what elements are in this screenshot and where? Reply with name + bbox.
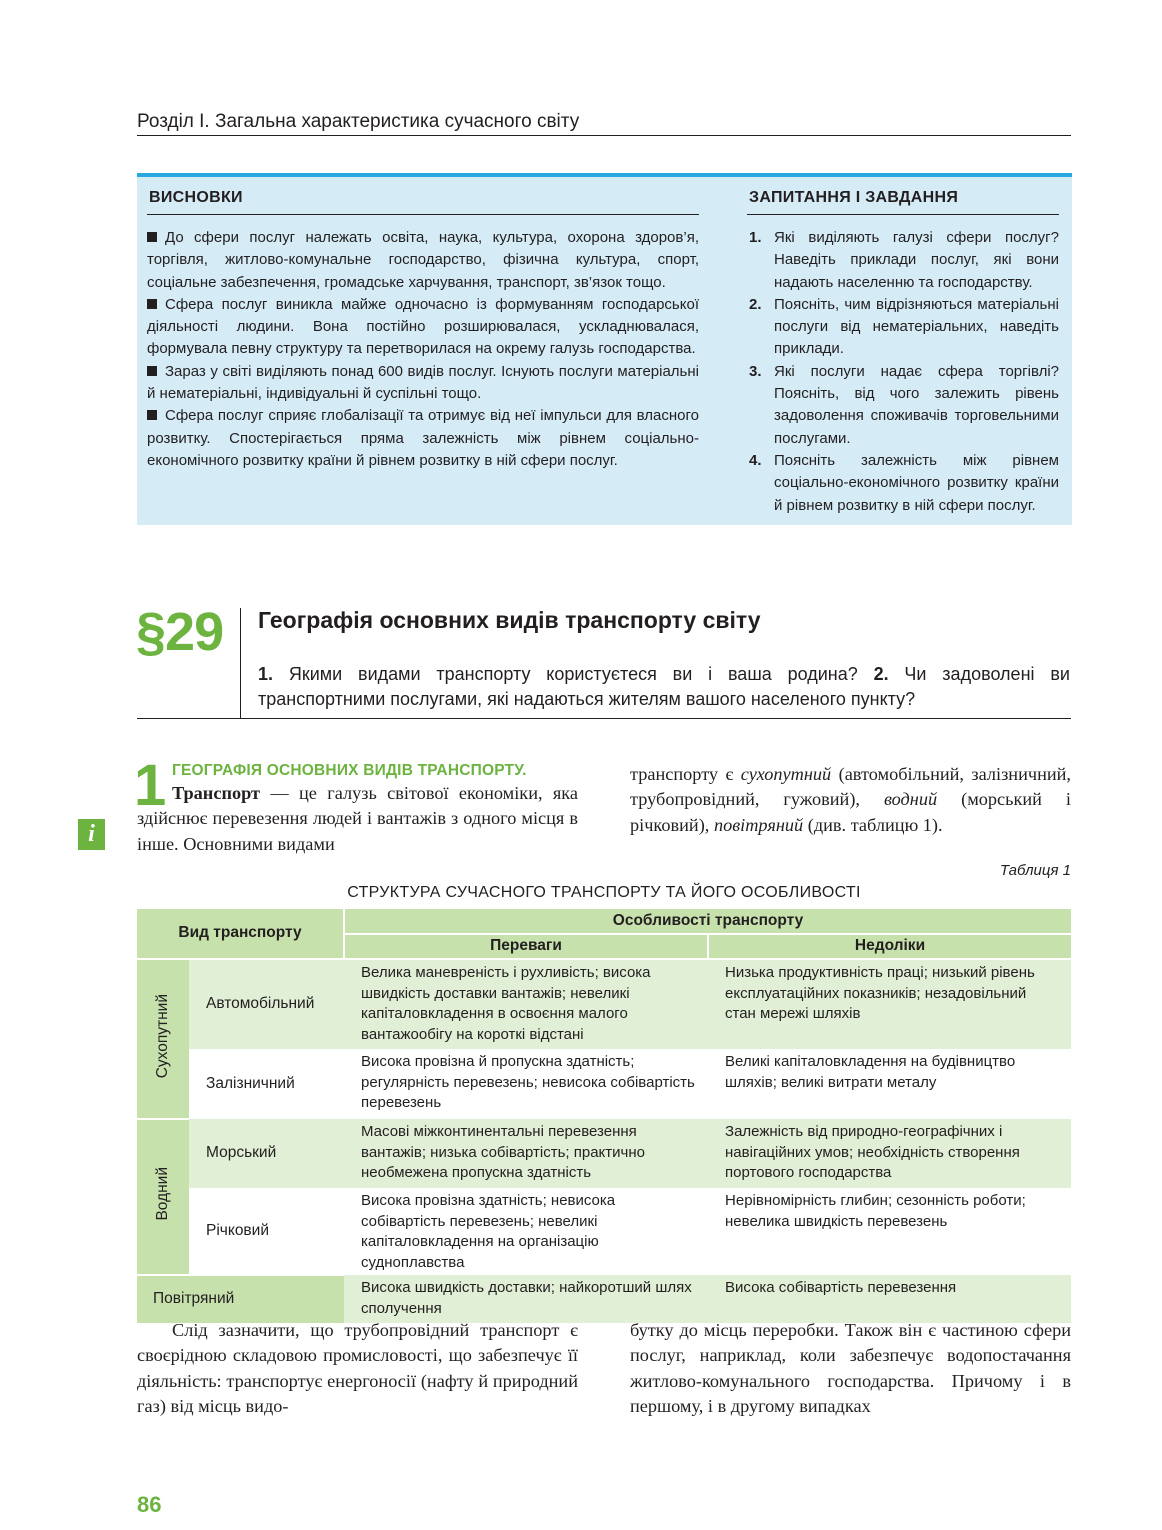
- pros-cell: Висока провізна здатність; невисока собівартість перевезень; невеликі капіталовкладення на організацію судноплавства: [344, 1188, 708, 1275]
- info-icon: i: [78, 819, 105, 850]
- mode-cell: Автомобільний: [189, 959, 344, 1049]
- group-land: Сухопутний: [137, 959, 189, 1119]
- pros-cell: Висока провізна й пропускна здатність; регулярність перевезень; невисока собівартість перевезень: [344, 1049, 708, 1119]
- group-water: Водний: [137, 1119, 189, 1275]
- part-number: 1: [134, 753, 167, 818]
- questions-list: [749, 227, 1059, 517]
- header-type: Вид транспорту: [137, 909, 344, 959]
- header-features: Особливості транспорту: [344, 909, 1071, 934]
- table-title: СТРУКТУРА СУЧАСНОГО ТРАНСПОРТУ ТА ЙОГО ОСОБЛИВОСТІ: [347, 884, 861, 901]
- cons-cell: Нерівномірність глибин; сезонність роботи; невелика швидкість перевезень: [708, 1188, 1071, 1275]
- summary-box: [137, 173, 1072, 525]
- page-number: 86: [137, 1492, 162, 1517]
- mode-cell: Залізничний: [189, 1049, 344, 1119]
- table-row: [137, 1049, 1071, 1119]
- mode-cell: Річковий: [189, 1188, 344, 1275]
- table-row: [137, 959, 1071, 1049]
- mode-cell-air: Повітряний: [137, 1275, 344, 1323]
- paragraph-left: Транспорт — це галузь світової економіки, яка здійснює перевезення людей і вантажів з одного місця в інше. Основними видами: [137, 783, 578, 854]
- header-pros: Переваги: [344, 934, 708, 959]
- section-title: Географія основних видів транспорту світу: [258, 607, 761, 633]
- cons-cell: Низька продуктивність праці; низький рівень експлуатаційних показників; незадовільний стан мережі шляхів: [708, 959, 1071, 1049]
- bullet-square-icon: [147, 366, 157, 376]
- cons-cell: Висока собівартість перевезення: [708, 1275, 1071, 1323]
- question-item: 2. Поясніть, чим відрізняються матеріальні послуги від нематеріальних, наведіть приклади.: [749, 295, 1059, 358]
- section-number: §29: [136, 602, 224, 662]
- transport-table: [137, 909, 1071, 1323]
- pros-cell: Масові міжконтинентальні перевезення вантажів; низька собівартість; практично необмежена пропускна здатність: [344, 1119, 708, 1188]
- questions-rule: [747, 214, 1059, 215]
- header-cons: Недоліки: [708, 934, 1071, 959]
- section-questions: 1. Якими видами транспорту користуєтеся ви і ваша родина? 2. Чи задоволені ви транспортними послугами, які надаються жителям вашого населеного пункту?: [258, 664, 1070, 709]
- conclusions-heading: ВИСНОВКИ: [149, 189, 243, 206]
- bullet-square-icon: [147, 299, 157, 309]
- running-header: Розділ I. Загальна характеристика сучасного світу: [137, 111, 580, 132]
- bullet-square-icon: [147, 410, 157, 420]
- conclusion-item: Сфера послуг сприяє глобалізації та отримує від неї імпульси для власного розвитку. Спостерігається пряма залежність між рівнем соціально-економічного розвитку країни й рівнем розвитку в ній сфери послуг.: [147, 407, 699, 469]
- cons-cell: Залежність від природно-географічних і навігаційних умов; необхідність створення портового господарства: [708, 1119, 1071, 1188]
- table-row: [137, 1119, 1071, 1188]
- question-item: 1. Які виділяють галузі сфери послуг? Наведіть приклади послуг, які вони надають населенню та господарству.: [749, 229, 1059, 291]
- section-divider: [240, 608, 241, 718]
- questions-heading: ЗАПИТАННЯ І ЗАВДАННЯ: [749, 189, 959, 206]
- table-label: Таблиця 1: [999, 862, 1071, 879]
- pros-cell: Висока швидкість доставки; найкоротший шлях сполучення: [344, 1275, 708, 1323]
- part-heading: ГЕОГРАФІЯ ОСНОВНИХ ВИДІВ ТРАНСПОРТУ.: [172, 762, 527, 779]
- conclusion-item: До сфери послуг належать освіта, наука, культура, охорона здоров’я, торгівля, житлово-комунальне господарство, фізична культура, спорт, соціальне забезпечення, громадське харчування, транспорт, зв’язок тощо.: [147, 229, 699, 291]
- header-rule: [137, 135, 1071, 136]
- question-item: 4. Поясніть залежність між рівнем соціально-економічного розвитку країни й рівнем розвитку в ній сфери послуг.: [749, 451, 1059, 514]
- paragraph-bottom-right: бутку до місць переробки. Також він є частиною сфери послуг, наприклад, коли забезпечує водопостачання житлово-комунального господарства. Причому і в першому, і в другому випадках: [630, 1320, 1071, 1416]
- table-row: [137, 1275, 1071, 1323]
- paragraph-bottom-left: Слід зазначити, що трубопровідний транспорт є своєрідною складовою промисловості, що забезпечує її діяльність: транспортує енергоносії (нафту й природний газ) від місць видо-: [137, 1320, 578, 1416]
- conclusions-list: [147, 227, 699, 472]
- bullet-square-icon: [147, 232, 157, 242]
- conclusion-item: Сфера послуг виникла майже одночасно із формуванням господарської діяльності людини. Вона постійно розширювалася, ускладнювалася, формувала певну структуру та перетворилася на окрему галузь господарства.: [147, 295, 699, 358]
- pros-cell: Велика маневреність і рухливість; висока швидкість доставки вантажів; невеликі капіталовкладення в освоєння малого вантажообігу на короткі відстані: [344, 959, 708, 1049]
- term-transport: Транспорт: [172, 783, 261, 803]
- conclusion-item: Зараз у світі виділяють понад 600 видів послуг. Існують послуги матеріальні й нематеріальні, індивідуальні й суспільні тощо.: [147, 362, 699, 403]
- paragraph-right: транспорту є сухопутний (автомобільний, залізничний, трубопровідний, гужовий), водний (морський і річковий), повітряний (див. таблицю 1).: [630, 764, 1071, 835]
- section-rule: [137, 718, 1071, 719]
- question-item: 3. Які послуги надає сфера торгівлі? Поясніть, від чого залежить рівень задоволення споживачів торговельними послугами.: [749, 362, 1059, 447]
- cons-cell: Великі капіталовкладення на будівництво шляхів; великі витрати металу: [708, 1049, 1071, 1119]
- conclusions-rule: [147, 214, 699, 215]
- table-row: [137, 1188, 1071, 1275]
- mode-cell: Морський: [189, 1119, 344, 1188]
